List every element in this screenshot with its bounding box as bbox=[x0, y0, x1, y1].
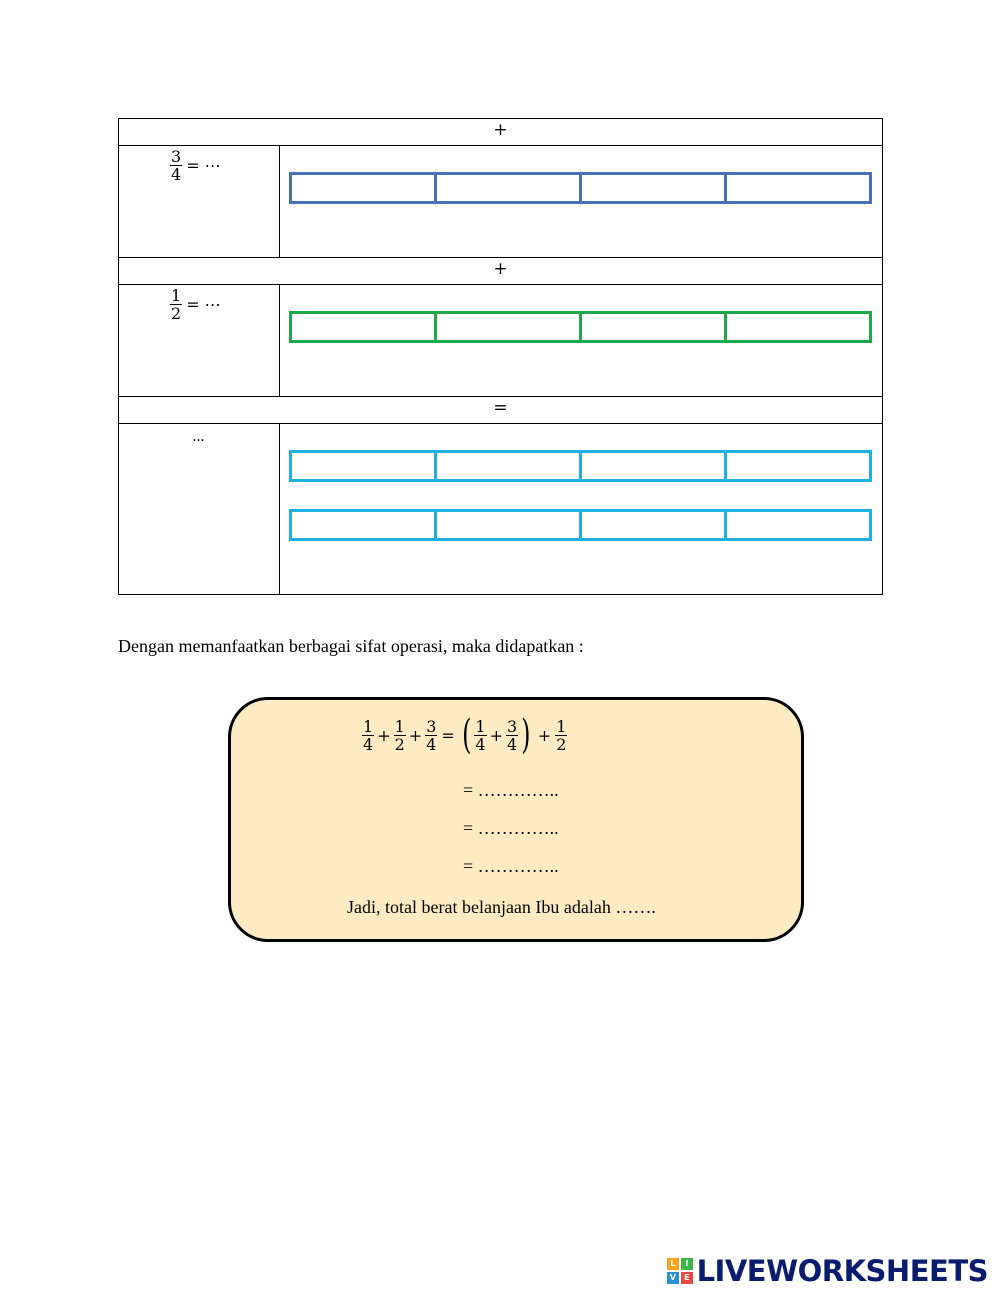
step-line-2[interactable]: = ………….. bbox=[463, 818, 559, 838]
row1-label: $\frac{3}{4}$ = ⋯ bbox=[171, 147, 221, 184]
bar-segment[interactable] bbox=[582, 311, 727, 343]
table-divider bbox=[118, 396, 883, 397]
row2-label: $\frac{1}{2}$ = ⋯ bbox=[171, 286, 221, 323]
bar-segment[interactable] bbox=[727, 450, 872, 482]
bar-segment[interactable] bbox=[289, 311, 437, 343]
bar-segment[interactable] bbox=[289, 450, 437, 482]
bar-segment[interactable] bbox=[582, 172, 727, 204]
operator-equals: = bbox=[493, 398, 508, 418]
bar-segment[interactable] bbox=[289, 509, 437, 541]
table-divider bbox=[279, 423, 280, 595]
bar-segment[interactable] bbox=[727, 172, 872, 204]
table-divider bbox=[118, 284, 883, 285]
bar-segment[interactable] bbox=[727, 509, 872, 541]
fraction: $\frac{3}{4}$ bbox=[426, 716, 437, 754]
operator-plus-1: + bbox=[493, 120, 508, 140]
fraction: $\frac{1}{2}$ bbox=[394, 716, 405, 754]
conclusion-text: Jadi, total berat belanjaan Ibu adalah ……. bbox=[347, 897, 656, 917]
fraction: $\frac{1}{4}$ bbox=[363, 716, 374, 754]
main-equation: $\frac{1}{4}$ + $\frac{1}{2}$ + $\frac{3}{4}$ = ( $\frac{1}{4}$ + $\frac{3}{4}$ ) + $\frac{1}{2}$ bbox=[363, 712, 567, 758]
fraction-bar-quarters-cyan-2 bbox=[289, 509, 872, 541]
fraction-bar-quarters-blue bbox=[289, 172, 872, 204]
step-line-3[interactable]: = ………….. bbox=[463, 856, 559, 876]
fraction-3-4: $\frac{3}{4}$ bbox=[171, 147, 182, 184]
bar-segment[interactable] bbox=[437, 172, 582, 204]
bar-segment[interactable] bbox=[437, 311, 582, 343]
fraction-bar-quarters-cyan-1 bbox=[289, 450, 872, 482]
liveworksheets-logo-icon: L I V E bbox=[667, 1258, 693, 1284]
fraction-bar-quarters-green bbox=[289, 311, 872, 343]
table-divider bbox=[118, 423, 883, 424]
row3-label: ... bbox=[192, 428, 205, 445]
bar-segment[interactable] bbox=[437, 450, 582, 482]
table-divider bbox=[118, 257, 883, 258]
bar-segment[interactable] bbox=[582, 450, 727, 482]
liveworksheets-logo: L I V E LIVEWORKSHEETS bbox=[667, 1254, 988, 1288]
bar-segment[interactable] bbox=[582, 509, 727, 541]
bar-segment[interactable] bbox=[727, 311, 872, 343]
fraction: $\frac{3}{4}$ bbox=[506, 716, 518, 754]
fraction-1-2: $\frac{1}{2}$ bbox=[171, 286, 182, 323]
table-divider bbox=[279, 145, 280, 257]
step-line-1[interactable]: = ………….. bbox=[463, 780, 559, 800]
table-divider bbox=[118, 145, 883, 146]
fraction: $\frac{1}{4}$ bbox=[475, 716, 486, 754]
instruction-sentence: Dengan memanfaatkan berbagai sifat operasi, maka didapatkan : bbox=[118, 636, 584, 656]
bar-segment[interactable] bbox=[289, 172, 437, 204]
bar-segment[interactable] bbox=[437, 509, 582, 541]
operator-plus-2: + bbox=[493, 259, 508, 279]
table-divider bbox=[279, 284, 280, 396]
fraction: $\frac{1}{2}$ bbox=[556, 716, 567, 754]
